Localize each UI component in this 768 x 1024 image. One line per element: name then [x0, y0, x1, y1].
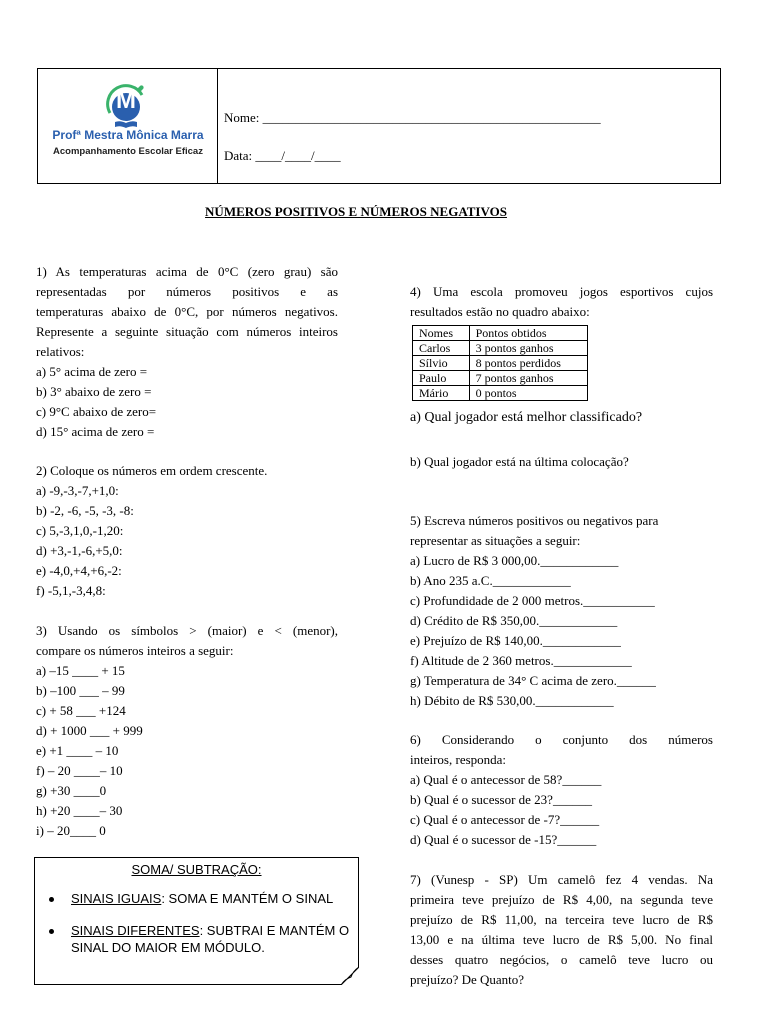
q6-line: 6) Considerando o conjunto dos números — [410, 732, 713, 747]
q3-item: f) – 20 ____– 10 — [36, 763, 123, 778]
table-header-row — [413, 326, 588, 341]
q4-b: b) Qual jogador está na última colocação? — [410, 454, 629, 469]
q5-line: 5) Escreva números positivos ou negativos para — [410, 513, 659, 528]
name-field[interactable]: Nome: ____________________________________________________ — [224, 110, 601, 125]
q6-line: inteiros, responda: — [410, 752, 507, 767]
q6-item: c) Qual é o antecessor de -7?______ — [410, 812, 600, 827]
logo-name: Profª Mestra Mônica Marra — [52, 128, 204, 142]
q5-item: c) Profundidade de 2 000 metros.___________ — [410, 593, 655, 608]
table-row — [413, 371, 588, 386]
sum-subtraction-note — [34, 857, 359, 985]
q3-item: e) +1 ____ – 10 — [36, 743, 119, 758]
note-bullet-equal-signs — [71, 890, 351, 907]
table-cell: 7 pontos ganhos — [469, 371, 587, 386]
q2-item: f) -5,1,-3,4,8: — [36, 583, 106, 598]
table-cell: 8 pontos perdidos — [469, 356, 587, 371]
q1-item: b) 3° abaixo de zero = — [36, 384, 152, 399]
bullet-icon — [49, 929, 54, 934]
logo-letter: M — [116, 87, 136, 114]
q4-line: 4) Uma escola promoveu jogos esportivos cujos — [410, 284, 713, 299]
q6-item: d) Qual é o sucessor de -15?______ — [410, 832, 597, 847]
q3-item: a) –15 ____ + 15 — [36, 663, 125, 678]
table-cell: Sílvio — [413, 356, 470, 371]
q5-item: a) Lucro de R$ 3 000,00.____________ — [410, 553, 619, 568]
table-header-cell: Nomes — [413, 326, 470, 341]
q7-line: primeira teve prejuízo de R$ 4,00, na segunda teve — [410, 892, 713, 907]
page-curl-icon — [341, 967, 359, 985]
q2-item: e) -4,0,+4,+6,-2: — [36, 563, 122, 578]
logo-subtitle: Acompanhamento Escolar Eficaz — [53, 146, 203, 157]
table-cell: Paulo — [413, 371, 470, 386]
note-bullet-text: : SUBTRAI E MANTÉM O SINAL DO MAIOR EM MÓDULO. — [71, 923, 350, 955]
q1-item: c) 9°C abaixo de zero= — [36, 404, 157, 419]
q6-item: b) Qual é o sucessor de 23?______ — [410, 792, 592, 807]
table-cell: 0 pontos — [469, 386, 587, 401]
table-row — [413, 341, 588, 356]
q7-line: prejuízo? De Quanto? — [410, 972, 525, 987]
q7-line: 13,00 e na última teve lucro de R$ 5,00. No final — [410, 932, 713, 947]
q6-item: a) Qual é o antecessor de 58?______ — [410, 772, 602, 787]
note-title: SOMA/ SUBTRAÇÃO: — [131, 862, 262, 877]
q5-item: h) Débito de R$ 530,00.____________ — [410, 693, 614, 708]
table-cell: Mário — [413, 386, 470, 401]
q1-item: d) 15° acima de zero = — [36, 424, 155, 439]
q7-line: prejuízo de R$ 11,00, na terceira teve lucro de R$ — [410, 912, 713, 927]
note-bullet-different-signs — [71, 922, 351, 956]
q1-line: representadas por números positivos e as — [36, 284, 338, 299]
q2-item: c) 5,-3,1,0,-1,20: — [36, 523, 124, 538]
q5-item: b) Ano 235 a.C.____________ — [410, 573, 571, 588]
q1-item: a) 5° acima de zero = — [36, 364, 148, 379]
q5-item: f) Altitude de 2 360 metros.____________ — [410, 653, 632, 668]
bullet-icon — [49, 897, 54, 902]
q2-item: b) -2, -6, -5, -3, -8: — [36, 503, 134, 518]
q2-item: d) +3,-1,-6,+5,0: — [36, 543, 123, 558]
header-divider — [217, 68, 218, 184]
book-icon — [114, 120, 138, 128]
date-field[interactable]: Data: ____/____/____ — [224, 148, 341, 163]
logo — [48, 76, 208, 176]
q2-prompt: 2) Coloque os números em ordem crescente. — [36, 463, 268, 478]
q5-item: g) Temperatura de 34° C acima de zero.______ — [410, 673, 656, 688]
score-table — [412, 325, 588, 401]
q2-item: a) -9,-3,-7,+1,0: — [36, 483, 119, 498]
q3-item: g) +30 ____0 — [36, 783, 107, 798]
q3-item: c) + 58 ___ +124 — [36, 703, 126, 718]
note-bullet-label: SINAIS DIFERENTES — [71, 923, 200, 938]
table-cell: Carlos — [413, 341, 470, 356]
q1-line: relativos: — [36, 344, 85, 359]
q3-line: compare os números inteiros a seguir: — [36, 643, 234, 658]
q4-line: resultados estão no quadro abaixo: — [410, 304, 590, 319]
page-title: NÚMEROS POSITIVOS E NÚMEROS NEGATIVOS — [205, 204, 507, 219]
q7-line: 7) (Vunesp - SP) Um camelô fez 4 vendas. Na — [410, 872, 713, 887]
table-row — [413, 386, 588, 401]
q3-item: d) + 1000 ___ + 999 — [36, 723, 143, 738]
note-bullet-text: : SOMA E MANTÉM O SINAL — [161, 891, 334, 906]
q7-line: desses quatro negócios, o camelô teve lucro ou — [410, 952, 713, 967]
q1-line: temperaturas abaixo de 0°C, por números negativos. — [36, 304, 338, 319]
table-header-cell: Pontos obtidos — [469, 326, 587, 341]
q3-item: h) +20 ____– 30 — [36, 803, 123, 818]
q5-item: d) Crédito de R$ 350,00.____________ — [410, 613, 618, 628]
q1-line: 1) As temperaturas acima de 0°C (zero grau) são — [36, 264, 338, 279]
note-bullet-label: SINAIS IGUAIS — [71, 891, 162, 906]
table-row — [413, 356, 588, 371]
q5-item: e) Prejuízo de R$ 140,00.____________ — [410, 633, 621, 648]
q3-item: i) – 20____ 0 — [36, 823, 106, 838]
table-cell: 3 pontos ganhos — [469, 341, 587, 356]
q5-line: representar as situações a seguir: — [410, 533, 581, 548]
q4-a: a) Qual jogador está melhor classificado? — [410, 410, 643, 425]
q1-line: Represente a seguinte situação com números inteiros — [36, 324, 338, 339]
q3-line: 3) Usando os símbolos > (maior) e < (menor), — [36, 623, 338, 638]
q3-item: b) –100 ___ – 99 — [36, 683, 125, 698]
